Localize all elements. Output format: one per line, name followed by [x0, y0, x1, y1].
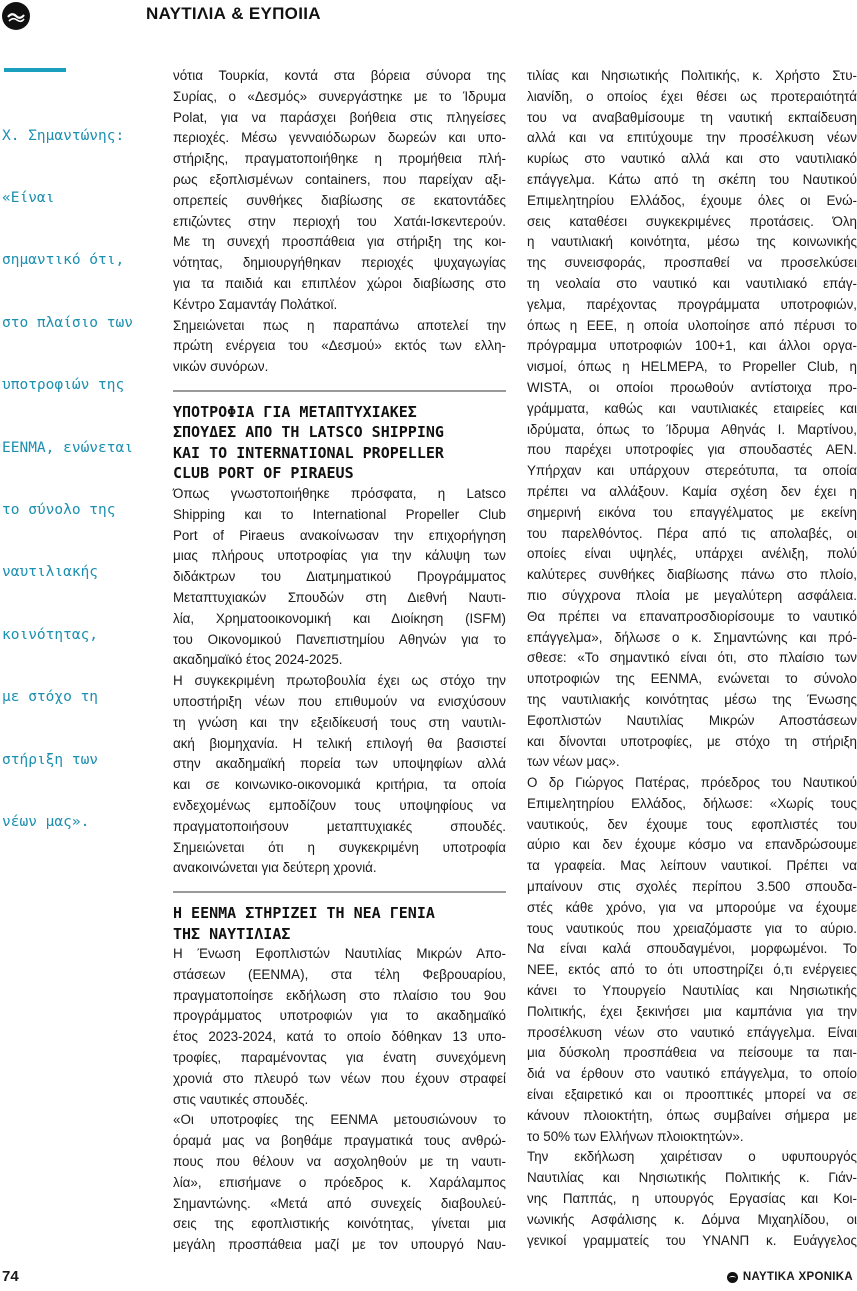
text-line: WISTA, οι οποίοι προωθούν αντίστοιχα προ-	[527, 379, 857, 395]
text-line: Ο δρ Γιώργος Πατέρας, πρόεδρος του Ναυτικού	[527, 775, 857, 791]
section-title: ΝΑΥΤΙΛΙΑ & ΕΥΠΟΙΙΑ	[146, 4, 321, 23]
text-line: Συρίας, ο «Δεσμός» συνεργάστηκε με το Ίδρυμα	[173, 88, 506, 104]
text-line: λία», επισήμανε ο πρόεδρος κ. Χαράλαμπος	[173, 1174, 506, 1190]
text-line: Μεταπτυχιακών Σπουδών στη Διεθνή Ναυτι-	[173, 589, 506, 605]
pull-quote-line: κοινότητας,	[2, 626, 99, 643]
text-line: οπρεπείς συνθήκες διαβίωσης σε εκατοντάδες	[173, 192, 506, 208]
text-line: λία, Χρηματοοικονομική και Διοίκηση (ISFM)	[173, 610, 506, 626]
text-line: στάσεων (ΕΕΝΜΑ), στα τέλη Φεβρουαρίου,	[173, 966, 506, 982]
intro-paragraphs	[173, 66, 506, 378]
text-line: μια δύσκολη προσπάθεια να πείσουμε τα παι-	[527, 1045, 857, 1061]
heading-eenma	[173, 903, 506, 944]
text-line: που παρέχει υποτροφίες για σπουδαστές ΑΕΝ.	[527, 442, 857, 458]
text-line: γράμματα, καθώς και ναυτιλιακές εταιρείες και	[527, 400, 857, 416]
text-line: ανακοινώνεται για δεύτερη χρονιά.	[173, 860, 377, 876]
text-line: τα γραφεία. Μας λείπουν ναυτικοί. Πρέπει να	[527, 858, 857, 874]
text-line: Port of Piraeus ανακοίνωσαν την επιχορήγηση	[173, 527, 506, 543]
text-line: νικών συνόρων.	[173, 359, 269, 375]
text-line: τους ναυτικούς που χρειαζόμαστε για το αύριο.	[527, 920, 857, 936]
text-line: Η Ένωση Εφοπλιστών Ναυτιλίας Μικρών Απο-	[173, 946, 506, 962]
text-line: καλύτερες συνθήκες διαβίωσης πάνω στο πλοίο,	[527, 567, 857, 583]
text-line: και δίνονται υποτροφίες, με στόχο τη στήριξη	[527, 733, 857, 749]
text-line: η ναυτιλιακή κοινότητα, μέσω της κοινωνικής	[527, 234, 857, 250]
text-line: Η συγκεκριμένη πρωτοβουλία έχει ως στόχο την	[173, 673, 506, 689]
text-line: τη νεολαία στο ναυτικό και ναυτιλιακό επάγ-	[527, 275, 857, 291]
text-line: οποίες είναι υψηλές, υπάρχει ανέλιξη, πολύ	[527, 546, 857, 562]
text-line: όπως η ΕΕΕ, η οποία υλοποίησε από πέρυσι το	[527, 317, 857, 333]
heading-line: Η ΕΕΝΜΑ ΣΤΗΡΙΖΕΙ ΤΗ ΝΕΑ ΓΕΝΙΑ	[173, 904, 435, 923]
text-line: Επιμελητηρίου Ελλάδος, δήλωσε: «Χωρίς τους	[527, 795, 857, 811]
text-line: Σημειώνεται ότι η συγκεκριμένη υποτροφία	[173, 839, 506, 855]
text-line: Υπήρχαν και υπάρχουν στερεότυπα, τα οποία	[527, 463, 857, 479]
pull-quote-line: «Είναι	[2, 189, 55, 206]
pull-quote-line: ΕΕΝΜΑ, ενώνεται	[2, 439, 133, 456]
text-line: της ναυτιλιακής κοινότητας μέσω της Ένωσης	[527, 691, 857, 707]
text-line: προσέλκυση νέων στο ναυτικό επάγγελμα. Είναι	[527, 1024, 857, 1040]
brand-wave-icon	[727, 1272, 738, 1283]
wave-logo-icon	[2, 2, 30, 30]
text-line: του παρελθόντος. Πέρα από τις απολαβές, οι	[527, 525, 857, 541]
pull-quote-line: στήριξη των	[2, 751, 99, 768]
text-line: σεις καταθέσει συγκεκριμένες προτάσεις. Όλη	[527, 213, 857, 229]
section-divider	[173, 390, 506, 392]
quote-accent-bar	[4, 68, 66, 72]
pull-quote-line: νέων μας».	[2, 813, 90, 830]
text-line: αλλά και να επιτύχουμε την προσέλκυση νέων	[527, 130, 857, 146]
text-line: ιδρύματα, όπως το Ίδρυμα Αθηνάς Ι. Μαρτίνου,	[527, 421, 857, 437]
text-line: ενδεχομένως εμποδίζουν τους υποψηφίους να	[173, 797, 506, 813]
text-line: κάνουν πλοιοκτήτη, όπως συμβαίνει σήμερα με	[527, 1107, 857, 1123]
text-line: πρώτη ενέργεια του «Δεσμού» εκτός των ελλη-	[173, 338, 506, 354]
text-line: πιο σύγχρονα πλοία με μεγαλύτερη ασφάλεια.	[527, 587, 857, 603]
text-line: ρως εξοπλισμένων containers, που παρείχαν αξι-	[173, 171, 506, 187]
text-line: Polat, για να παράσχει βοήθεια στις πληγείσες	[173, 109, 506, 125]
text-line: Κέντρο Σαμαντάγ Πολάτκοϊ.	[173, 296, 338, 312]
text-line: νωνικής Ασφάλισης κ. Δόμνα Μιχαηλίδου, οι	[527, 1211, 857, 1227]
brand-name: ΝΑΥΤΙΚΑ ΧΡΟΝΙΚΑ	[742, 1271, 853, 1283]
text-line: Με τη συνεχή προσπάθεια για στήριξη της κοι-	[173, 234, 506, 250]
text-line: νισμοί, όπως η HELMEPA, το Propeller Club, η	[527, 359, 857, 375]
text-line: νότητας, δημιουργήθηκαν περιοχές ψυχαγωγίας	[173, 255, 506, 271]
text-line: τιλίας και Νησιωτικής Πολιτικής, κ. Χρήστο Στυ-	[527, 68, 857, 83]
text-line: Να είναι καλά σπουδαγμένοι, μορφωμένοι. Το	[527, 941, 857, 957]
text-line: λιανίδη, ο οποίος έχει θέσει ως προτεραιότητά	[527, 88, 857, 104]
pull-quote-line: στο πλαίσιο των	[2, 314, 133, 331]
heading-line: ΥΠΟΤΡΟΦΙΑ ΓΙΑ ΜΕΤΑΠΤΥΧΙΑΚΕΣ	[173, 402, 417, 421]
text-line: στές κάθε χρόνο, για να μπορούμε να έχουμε	[527, 899, 857, 915]
text-line: πρέπει να αλλάξουν. Καμία σχέση δεν έχει η	[527, 483, 857, 499]
text-line: πραγματοποιήσουν μεταπτυχιακές σπουδές.	[173, 818, 506, 834]
article-column-1	[173, 66, 506, 1256]
text-line: Θα πρέπει να επαναπροσδιορίσουμε το ναυτικό	[527, 608, 857, 624]
pull-quote-line: σημαντικό ότι,	[2, 252, 125, 269]
text-line: Shipping και το International Propeller Club	[173, 506, 506, 522]
text-line: Επιμελητηρίου Ελλάδος, έχουμε όλες οι Ενώ-	[527, 192, 857, 208]
pull-quote-line: ναυτιλιακής	[2, 564, 99, 581]
text-line: γενικοί γραμματείς του ΥΝΑΝΠ κ. Ευάγγελος	[527, 1232, 857, 1248]
text-line: «Οι υποτροφίες της ΕΕΝΜΑ μετουσιώνουν το	[173, 1112, 506, 1128]
text-line: κάνει το Υπουργείο Ναυτιλίας και Νησιωτικής	[527, 983, 857, 999]
text-line: επιζώντες στην περιοχή του Χατάι-Ισκεντερούν.	[173, 213, 506, 229]
text-line: μπαίνουν στις σχολές περίπου 3.500 σπουδα-	[527, 879, 857, 895]
text-line: έτος 2023-2024, κατά το οποίο δόθηκαν 13 υπο-	[173, 1029, 506, 1045]
heading-line: ΚΑΙ ΤΟ INTERNATIONAL PROPELLER	[173, 443, 444, 462]
text-line: Σημειώνεται πως η παραπάνω αποτελεί την	[173, 317, 506, 333]
pull-quote-line: το σύνολο της	[2, 501, 116, 518]
text-line: προγράμματος υποτροφιών για το ακαδημαϊκό	[173, 1008, 506, 1024]
text-line: της συνεισφοράς, προσπαθεί να προσελκύσει	[527, 255, 857, 271]
footer-brand	[727, 1271, 853, 1283]
text-line: πραγματοποίησε εκδήλωση στο πλαίσιο του 9ου	[173, 987, 506, 1003]
text-line: νότια Τουρκία, κοντά στα βόρεια σύνορα της	[173, 68, 506, 83]
heading-line: CLUB PORT OF PIRAEUS	[173, 464, 354, 483]
pull-quote-line: Χ. Σημαντώνης:	[2, 127, 125, 144]
text-line: επάγγελμα. Κάτω από τη σκέπη του Ναυτικού	[527, 171, 857, 187]
text-line: νης Παππάς, η υπουργός Εργασίας και Κοι-	[527, 1191, 857, 1207]
text-line: ΝΕΕ, εκτός από το ότι υποστηρίζει ό,τι ενέργειες	[527, 962, 857, 978]
article-column-2	[527, 66, 857, 1251]
text-line: πους που θέλουν να ασχοληθούν με τη ναυτι-	[173, 1154, 506, 1170]
text-line: όραμά μας να βοηθάμε πραγματικά τους ανθρώ-	[173, 1133, 506, 1149]
text-line: διά να έρθουν στο ναυτικό επάγγελμα, το οποίο	[527, 1066, 857, 1082]
text-line: σημερινή εικόνα του επαγγέλματος με εκείνη	[527, 504, 857, 520]
heading-line: ΣΠΟΥΔΕΣ ΑΠΟ ΤΗ LATSCO SHIPPING	[173, 423, 444, 442]
text-line: υποστήριξη νέων που επιθυμούν να ενισχύσουν	[173, 693, 506, 709]
text-line: κυρίως στο ναυτικό αλλά και στο ναυτιλιακό	[527, 151, 857, 167]
text-line: είναι εξαιρετικό και οι προοπτικές μπορεί να σε	[527, 1087, 857, 1103]
text-line: γελμα, παρέχοντας προγράμματα υποτροφιών,	[527, 296, 857, 312]
pull-quote-line: με στόχο τη	[2, 689, 99, 706]
text-line: διδάκτρων του Διατμηματικού Προγράμματος	[173, 569, 506, 585]
text-line: για τα παιδιά και επιπλέον χώροι διαβίωσης στο	[173, 275, 506, 291]
text-line: στήριξης, πραγματοποιήθηκε η προμήθεια πλή-	[173, 151, 506, 167]
text-line: σεις της εφοπλιστικής κοινότητας, γίνεται μια	[173, 1216, 506, 1232]
text-line: Σημαντώνης. «Μετά από συνεχείς διαβουλεύ-	[173, 1195, 506, 1211]
text-line: ναυτικούς, δεν έχουμε τους εφοπλιστές του	[527, 816, 857, 832]
text-line: στις ναυτικές σπουδές.	[173, 1091, 309, 1107]
text-line: του Οικονομικού Πανεπιστημίου Αθηνών για το	[173, 631, 506, 647]
latsco-section-body	[173, 484, 506, 879]
text-line: στην ακαδημαϊκή πορεία των υποψηφίων αλλά	[173, 756, 506, 772]
text-line: μιας πλήρους υποτροφίας για την κάλυψη των	[173, 548, 506, 564]
text-line: περιοχές. Μέσω γενναιόδωρων δωρεών και υπο-	[173, 130, 506, 146]
pull-quote	[2, 84, 162, 853]
pull-quote-line: υποτροφιών της	[2, 377, 125, 394]
text-line: επάγγελμα», δήλωσε ο κ. Σημαντώνης και πρό-	[527, 629, 857, 645]
page-number: 74	[2, 1268, 19, 1285]
text-line: Πολιτικής, έχει ξεκινήσει μια καμπάνια για την	[527, 1003, 857, 1019]
text-line: και σε κοινωνικο-οικονομικά κριτήρια, τα οποία	[173, 777, 506, 793]
text-line: μεγάλη προσπάθεια μαζί με τον υπουργό Ναυ-	[173, 1237, 506, 1253]
eenma-section-body	[173, 944, 506, 1256]
text-line: υποτροφιών της ΕΕΝΜΑ, ενώνεται το σύνολο	[527, 671, 857, 687]
heading-latsco-scholarship	[173, 402, 506, 484]
text-line: των νέων μας».	[527, 754, 620, 770]
text-line: του να αναβαθμίσουμε τη ναυτική εκπαίδευση	[527, 109, 857, 125]
text-line: ακαδημαϊκό έτος 2024-2025.	[173, 652, 343, 668]
text-line: το 50% των Ελλήνων πλοιοκτητών».	[527, 1128, 744, 1144]
section-divider	[173, 891, 506, 893]
text-line: χρονιά στο πλευρό των νέων που έχουν στραφεί	[173, 1070, 506, 1086]
text-line: πρόγραμμα υποτροφιών 100+1, και άλλοι οργα-	[527, 338, 857, 354]
text-line: σθεσε: «Το σημαντικό είναι ότι, στο πλαίσιο των	[527, 650, 857, 666]
text-line: Ναυτιλίας και Νησιωτικής Πολιτικής κ. Γιάν-	[527, 1170, 857, 1186]
text-line: τη γνώση και την εξειδίκευσή τους στη ναυτιλι-	[173, 714, 506, 730]
text-line: Την εκδήλωση χαιρέτισαν ο υφυπουργός	[527, 1149, 857, 1165]
text-line: Εφοπλιστών Ναυτιλίας Μικρών Αποστάσεων	[527, 712, 857, 728]
text-line: ακή βιομηχανία. Η τελική επιλογή θα βασιστεί	[173, 735, 506, 751]
text-line: τροφίες, παραμένοντας για ένατη συνεχόμενη	[173, 1050, 506, 1066]
heading-line: ΤΗΣ ΝΑΥΤΙΛΙΑΣ	[173, 924, 291, 943]
text-line: Όπως γνωστοποιήθηκε πρόσφατα, η Latsco	[173, 485, 506, 501]
text-line: αύριο και δεν έχουμε κόσμο να επανδρώσουμε	[527, 837, 857, 853]
